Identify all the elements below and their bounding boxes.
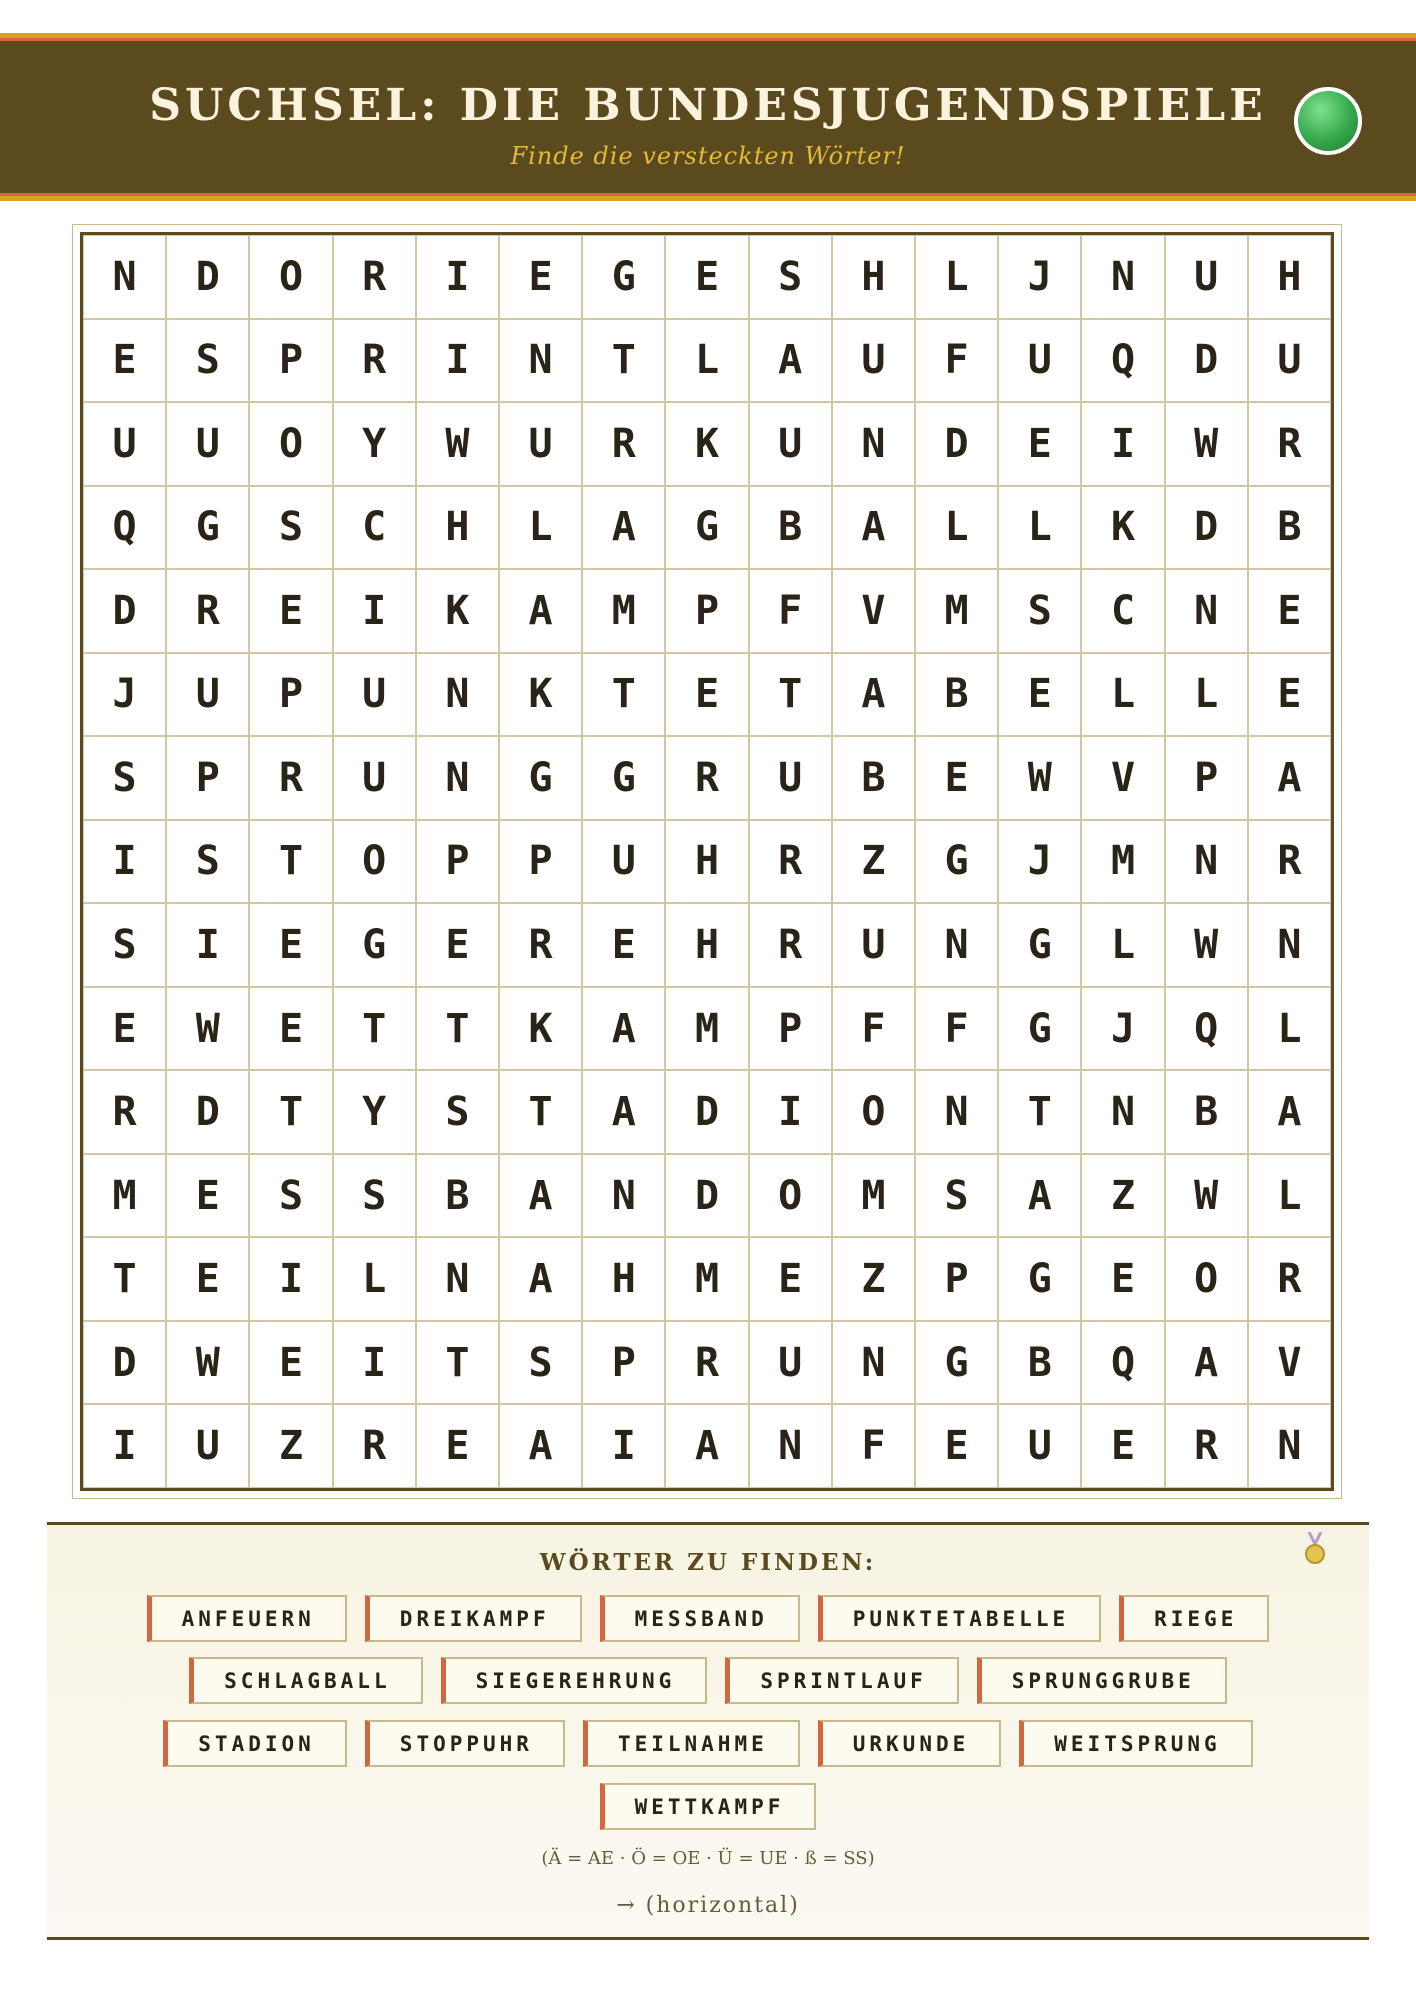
grid-cell[interactable]: O bbox=[832, 1070, 915, 1154]
grid-cell[interactable]: R bbox=[166, 569, 249, 653]
grid-cell[interactable]: U bbox=[166, 1404, 249, 1488]
grid-cell[interactable]: T bbox=[249, 1070, 332, 1154]
grid-cell[interactable]: F bbox=[749, 569, 832, 653]
grid-cell[interactable]: E bbox=[998, 653, 1081, 737]
grid-cell[interactable]: Z bbox=[249, 1404, 332, 1488]
grid-cell[interactable]: W bbox=[1165, 1154, 1248, 1238]
word-list-heading: WÖRTER ZU FINDEN: bbox=[539, 1549, 877, 1576]
grid-cell[interactable]: C bbox=[1081, 569, 1164, 653]
grid-cell[interactable]: N bbox=[416, 1237, 499, 1321]
grid-cell[interactable]: S bbox=[749, 235, 832, 319]
word-row bbox=[0, 1720, 1416, 1767]
grid-cell[interactable]: K bbox=[499, 987, 582, 1071]
grid-cell[interactable]: N bbox=[832, 1321, 915, 1405]
grid-cell[interactable]: H bbox=[665, 820, 748, 904]
grid-cell[interactable]: J bbox=[998, 820, 1081, 904]
letter-grid bbox=[80, 232, 1334, 1491]
grid-cell[interactable]: N bbox=[1248, 903, 1331, 987]
grid-cell[interactable]: T bbox=[83, 1237, 166, 1321]
grid-cell[interactable]: A bbox=[1165, 1321, 1248, 1405]
grid-cell[interactable]: M bbox=[1081, 820, 1164, 904]
grid-cell[interactable]: B bbox=[998, 1321, 1081, 1405]
grid-cell[interactable]: T bbox=[582, 653, 665, 737]
grid-cell[interactable]: T bbox=[249, 820, 332, 904]
grid-cell[interactable]: R bbox=[499, 903, 582, 987]
grid-cell[interactable]: O bbox=[249, 235, 332, 319]
grid-cell[interactable]: W bbox=[166, 1321, 249, 1405]
grid-cell[interactable]: A bbox=[749, 319, 832, 403]
word-chip-stadion[interactable]: STADION bbox=[163, 1720, 347, 1767]
grid-cell[interactable]: R bbox=[749, 820, 832, 904]
word-chip-anfeuern[interactable]: ANFEUERN bbox=[147, 1595, 347, 1642]
grid-cell[interactable]: N bbox=[582, 1154, 665, 1238]
grid-cell[interactable]: I bbox=[416, 235, 499, 319]
grid-cell[interactable]: L bbox=[499, 486, 582, 570]
grid-cell[interactable]: I bbox=[333, 569, 416, 653]
grid-cell[interactable]: A bbox=[1248, 1070, 1331, 1154]
grid-cell[interactable]: K bbox=[416, 569, 499, 653]
grid-cell[interactable]: R bbox=[83, 1070, 166, 1154]
grid-cell[interactable]: A bbox=[582, 987, 665, 1071]
grid-cell[interactable]: U bbox=[499, 402, 582, 486]
grid-cell[interactable]: A bbox=[998, 1154, 1081, 1238]
grid-cell[interactable]: F bbox=[915, 987, 998, 1071]
grid-cell[interactable]: E bbox=[665, 653, 748, 737]
grid-cell[interactable]: L bbox=[1165, 653, 1248, 737]
grid-cell[interactable]: A bbox=[582, 486, 665, 570]
grid-cell[interactable]: G bbox=[665, 486, 748, 570]
grid-cell[interactable]: E bbox=[1081, 1404, 1164, 1488]
grid-cell[interactable]: E bbox=[915, 1404, 998, 1488]
grid-cell[interactable]: T bbox=[749, 653, 832, 737]
word-chip-sprunggrube[interactable]: SPRUNGGRUBE bbox=[977, 1657, 1227, 1704]
grid-cell[interactable]: N bbox=[832, 402, 915, 486]
grid-cell[interactable]: N bbox=[499, 319, 582, 403]
grid-cell[interactable]: W bbox=[1165, 402, 1248, 486]
grid-cell[interactable]: W bbox=[166, 987, 249, 1071]
grid-cell[interactable]: B bbox=[915, 653, 998, 737]
grid-cell[interactable]: S bbox=[166, 820, 249, 904]
grid-cell[interactable]: R bbox=[249, 736, 332, 820]
grid-cell[interactable]: R bbox=[1248, 1237, 1331, 1321]
grid-cell[interactable]: P bbox=[1165, 736, 1248, 820]
grid-cell[interactable]: M bbox=[832, 1154, 915, 1238]
grid-cell[interactable]: E bbox=[166, 1154, 249, 1238]
grid-cell[interactable]: F bbox=[832, 987, 915, 1071]
grid-cell[interactable]: E bbox=[998, 402, 1081, 486]
grid-cell[interactable]: A bbox=[582, 1070, 665, 1154]
word-chip-messband[interactable]: MESSBAND bbox=[600, 1595, 800, 1642]
grid-cell[interactable]: K bbox=[499, 653, 582, 737]
grid-cell[interactable]: J bbox=[998, 235, 1081, 319]
grid-cell[interactable]: L bbox=[665, 319, 748, 403]
grid-cell[interactable]: O bbox=[333, 820, 416, 904]
grid-cell[interactable]: M bbox=[582, 569, 665, 653]
grid-cell[interactable]: J bbox=[83, 653, 166, 737]
word-row bbox=[0, 1595, 1416, 1642]
grid-cell[interactable]: I bbox=[83, 820, 166, 904]
grid-cell[interactable]: Y bbox=[333, 402, 416, 486]
grid-cell[interactable]: A bbox=[499, 1237, 582, 1321]
word-chip-siegerehrung[interactable]: SIEGEREHRUNG bbox=[441, 1657, 708, 1704]
grid-cell[interactable]: O bbox=[749, 1154, 832, 1238]
grid-cell[interactable]: T bbox=[416, 1321, 499, 1405]
grid-cell[interactable]: N bbox=[915, 903, 998, 987]
grid-cell[interactable]: S bbox=[998, 569, 1081, 653]
grid-cell[interactable]: Z bbox=[832, 820, 915, 904]
grid-cell[interactable]: P bbox=[416, 820, 499, 904]
grid-cell[interactable]: K bbox=[665, 402, 748, 486]
grid-cell[interactable]: I bbox=[166, 903, 249, 987]
grid-cell[interactable]: U bbox=[749, 1321, 832, 1405]
grid-cell[interactable]: N bbox=[749, 1404, 832, 1488]
grid-cell[interactable]: V bbox=[1081, 736, 1164, 820]
grid-cell[interactable]: M bbox=[665, 987, 748, 1071]
grid-cell[interactable]: L bbox=[915, 486, 998, 570]
grid-cell[interactable]: E bbox=[249, 903, 332, 987]
grid-cell[interactable]: H bbox=[665, 903, 748, 987]
grid-cell[interactable]: U bbox=[998, 1404, 1081, 1488]
grid-cell[interactable]: N bbox=[1081, 1070, 1164, 1154]
grid-cell[interactable]: L bbox=[1248, 1154, 1331, 1238]
grid-cell[interactable]: E bbox=[166, 1237, 249, 1321]
grid-cell[interactable]: J bbox=[1081, 987, 1164, 1071]
grid-cell[interactable]: H bbox=[416, 486, 499, 570]
grid-cell[interactable]: N bbox=[416, 736, 499, 820]
grid-cell[interactable]: N bbox=[1081, 235, 1164, 319]
grid-cell[interactable]: E bbox=[416, 1404, 499, 1488]
grid-cell[interactable]: M bbox=[665, 1237, 748, 1321]
grid-cell[interactable]: E bbox=[749, 1237, 832, 1321]
grid-cell[interactable]: P bbox=[915, 1237, 998, 1321]
word-chip-wettkampf[interactable]: WETTKAMPF bbox=[600, 1783, 817, 1830]
grid-cell[interactable]: B bbox=[832, 736, 915, 820]
grid-cell[interactable]: R bbox=[665, 1321, 748, 1405]
grid-cell[interactable]: B bbox=[1165, 1070, 1248, 1154]
grid-cell[interactable]: T bbox=[998, 1070, 1081, 1154]
grid-cell[interactable]: S bbox=[249, 486, 332, 570]
grid-cell[interactable]: T bbox=[333, 987, 416, 1071]
grid-cell[interactable]: R bbox=[333, 235, 416, 319]
grid-cell[interactable]: G bbox=[166, 486, 249, 570]
grid-cell[interactable]: C bbox=[333, 486, 416, 570]
grid-cell[interactable]: A bbox=[832, 486, 915, 570]
grid-cell[interactable]: R bbox=[582, 402, 665, 486]
word-chip-stoppuhr[interactable]: STOPPUHR bbox=[365, 1720, 565, 1767]
grid-cell[interactable]: H bbox=[1248, 235, 1331, 319]
grid-cell[interactable]: P bbox=[582, 1321, 665, 1405]
grid-cell[interactable]: P bbox=[749, 987, 832, 1071]
grid-cell[interactable]: U bbox=[832, 903, 915, 987]
word-row bbox=[0, 1783, 1416, 1830]
word-chip-schlagball[interactable]: SCHLAGBALL bbox=[189, 1657, 422, 1704]
grid-cell[interactable]: G bbox=[582, 235, 665, 319]
grid-cell[interactable]: T bbox=[499, 1070, 582, 1154]
grid-cell[interactable]: D bbox=[665, 1070, 748, 1154]
grid-cell[interactable]: Z bbox=[832, 1237, 915, 1321]
grid-cell[interactable]: U bbox=[998, 319, 1081, 403]
word-chip-dreikampf[interactable]: DREIKAMPF bbox=[365, 1595, 582, 1642]
grid-cell[interactable]: E bbox=[665, 235, 748, 319]
grid-cell[interactable]: V bbox=[1248, 1321, 1331, 1405]
grid-cell[interactable]: U bbox=[166, 653, 249, 737]
grid-cell[interactable]: I bbox=[249, 1237, 332, 1321]
grid-cell[interactable]: R bbox=[333, 319, 416, 403]
grid-cell[interactable]: M bbox=[83, 1154, 166, 1238]
grid-cell[interactable]: G bbox=[998, 1237, 1081, 1321]
grid-cell[interactable]: U bbox=[333, 736, 416, 820]
grid-cell[interactable]: G bbox=[499, 736, 582, 820]
page-title: SUCHSEL: DIE BUNDESJUGENDSPIELE bbox=[149, 80, 1267, 131]
grid-cell[interactable]: A bbox=[665, 1404, 748, 1488]
grid-cell[interactable]: U bbox=[832, 319, 915, 403]
grid-cell[interactable]: P bbox=[665, 569, 748, 653]
grid-cell[interactable]: I bbox=[582, 1404, 665, 1488]
grid-cell[interactable]: W bbox=[416, 402, 499, 486]
grid-cell[interactable]: G bbox=[582, 736, 665, 820]
grid-cell[interactable]: S bbox=[499, 1321, 582, 1405]
grid-cell[interactable]: U bbox=[83, 402, 166, 486]
grid-cell[interactable]: R bbox=[665, 736, 748, 820]
grid-cell[interactable]: D bbox=[83, 1321, 166, 1405]
grid-cell[interactable]: D bbox=[1165, 319, 1248, 403]
grid-cell[interactable]: W bbox=[998, 736, 1081, 820]
grid-cell[interactable]: B bbox=[1248, 486, 1331, 570]
grid-cell[interactable]: E bbox=[249, 987, 332, 1071]
grid-cell[interactable]: L bbox=[1081, 653, 1164, 737]
grid-cell[interactable]: N bbox=[416, 653, 499, 737]
grid-cell[interactable]: G bbox=[998, 903, 1081, 987]
grid-cell[interactable]: R bbox=[1248, 820, 1331, 904]
grid-cell[interactable]: O bbox=[249, 402, 332, 486]
grid-cell[interactable]: Q bbox=[1081, 319, 1164, 403]
grid-cell[interactable]: S bbox=[83, 903, 166, 987]
grid-cell[interactable]: S bbox=[333, 1154, 416, 1238]
grid-cell[interactable]: I bbox=[1081, 402, 1164, 486]
grid-cell[interactable]: E bbox=[582, 903, 665, 987]
umlaut-note: (Ä = AE · Ö = OE · Ü = UE · ß = SS) bbox=[541, 1848, 875, 1869]
grid-cell[interactable]: L bbox=[915, 235, 998, 319]
grid-cell[interactable]: V bbox=[832, 569, 915, 653]
grid-cell[interactable]: I bbox=[416, 319, 499, 403]
grid-cell[interactable]: I bbox=[83, 1404, 166, 1488]
grid-cell[interactable]: A bbox=[499, 1404, 582, 1488]
grid-cell[interactable]: E bbox=[416, 903, 499, 987]
word-chip-weitsprung[interactable]: WEITSPRUNG bbox=[1019, 1720, 1252, 1767]
grid-cell[interactable]: D bbox=[915, 402, 998, 486]
grid-cell[interactable]: F bbox=[915, 319, 998, 403]
grid-cell[interactable]: I bbox=[749, 1070, 832, 1154]
grid-cell[interactable]: Y bbox=[333, 1070, 416, 1154]
grid-cell[interactable]: U bbox=[1165, 235, 1248, 319]
grid-cell[interactable]: N bbox=[1165, 820, 1248, 904]
grid-cell[interactable]: Q bbox=[83, 486, 166, 570]
grid-cell[interactable]: E bbox=[1248, 569, 1331, 653]
grid-cell[interactable]: G bbox=[998, 987, 1081, 1071]
grid-cell[interactable]: E bbox=[1081, 1237, 1164, 1321]
grid-cell[interactable]: P bbox=[249, 653, 332, 737]
grid-cell[interactable]: O bbox=[1165, 1237, 1248, 1321]
grid-cell[interactable]: A bbox=[499, 569, 582, 653]
grid-cell[interactable]: W bbox=[1165, 903, 1248, 987]
grid-cell[interactable]: G bbox=[333, 903, 416, 987]
grid-cell[interactable]: N bbox=[1165, 569, 1248, 653]
grid-cell[interactable]: E bbox=[83, 319, 166, 403]
grid-cell[interactable]: E bbox=[499, 235, 582, 319]
grid-cell[interactable]: N bbox=[83, 235, 166, 319]
grid-cell[interactable]: E bbox=[83, 987, 166, 1071]
grid-cell[interactable]: D bbox=[83, 569, 166, 653]
grid-cell[interactable]: L bbox=[333, 1237, 416, 1321]
grid-cell[interactable]: T bbox=[582, 319, 665, 403]
grid-cell[interactable]: Z bbox=[1081, 1154, 1164, 1238]
grid-cell[interactable]: E bbox=[249, 569, 332, 653]
word-chip-teilnahme[interactable]: TEILNAHME bbox=[583, 1720, 800, 1767]
grid-cell[interactable]: S bbox=[166, 319, 249, 403]
grid-cell[interactable]: S bbox=[915, 1154, 998, 1238]
grid-cell[interactable]: G bbox=[915, 820, 998, 904]
grid-cell[interactable]: D bbox=[1165, 486, 1248, 570]
grid-cell[interactable]: N bbox=[915, 1070, 998, 1154]
grid-cell[interactable]: U bbox=[749, 736, 832, 820]
grid-cell[interactable]: H bbox=[582, 1237, 665, 1321]
grid-cell[interactable]: D bbox=[665, 1154, 748, 1238]
grid-cell[interactable]: E bbox=[1248, 653, 1331, 737]
grid-cell[interactable]: T bbox=[416, 987, 499, 1071]
grid-cell[interactable]: Q bbox=[1165, 987, 1248, 1071]
green-circle-icon bbox=[1291, 84, 1365, 158]
grid-cell[interactable]: U bbox=[333, 653, 416, 737]
grid-cell[interactable]: N bbox=[1248, 1404, 1331, 1488]
header-banner bbox=[0, 33, 1416, 201]
grid-cell[interactable]: R bbox=[1165, 1404, 1248, 1488]
grid-cell[interactable]: D bbox=[166, 235, 249, 319]
grid-cell[interactable]: L bbox=[998, 486, 1081, 570]
grid-cell[interactable]: S bbox=[83, 736, 166, 820]
grid-cell[interactable]: R bbox=[749, 903, 832, 987]
grid-cell[interactable]: U bbox=[166, 402, 249, 486]
grid-cell[interactable]: B bbox=[416, 1154, 499, 1238]
grid-cell[interactable]: P bbox=[166, 736, 249, 820]
word-chip-sprintlauf[interactable]: SPRINTLAUF bbox=[725, 1657, 958, 1704]
grid-cell[interactable]: S bbox=[249, 1154, 332, 1238]
word-chip-punktetabelle[interactable]: PUNKTETABELLE bbox=[818, 1595, 1101, 1642]
grid-cell[interactable]: H bbox=[832, 235, 915, 319]
grid-cell[interactable]: P bbox=[249, 319, 332, 403]
grid-cell[interactable]: U bbox=[582, 820, 665, 904]
grid-cell[interactable]: U bbox=[1248, 319, 1331, 403]
grid-cell[interactable]: A bbox=[832, 653, 915, 737]
grid-cell[interactable]: K bbox=[1081, 486, 1164, 570]
grid-cell[interactable]: R bbox=[1248, 402, 1331, 486]
grid-cell[interactable]: R bbox=[333, 1404, 416, 1488]
word-chip-riege[interactable]: RIEGE bbox=[1119, 1595, 1269, 1642]
grid-cell[interactable]: E bbox=[249, 1321, 332, 1405]
grid-cell[interactable]: A bbox=[499, 1154, 582, 1238]
word-chip-urkunde[interactable]: URKUNDE bbox=[818, 1720, 1002, 1767]
grid-cell[interactable]: P bbox=[499, 820, 582, 904]
grid-cell[interactable]: D bbox=[166, 1070, 249, 1154]
grid-cell[interactable]: B bbox=[749, 486, 832, 570]
grid-cell[interactable]: L bbox=[1248, 987, 1331, 1071]
grid-cell[interactable]: E bbox=[915, 736, 998, 820]
grid-cell[interactable]: I bbox=[333, 1321, 416, 1405]
grid-cell[interactable]: U bbox=[749, 402, 832, 486]
page-subtitle: Finde die versteckten Wörter! bbox=[510, 142, 906, 170]
grid-cell[interactable]: L bbox=[1081, 903, 1164, 987]
direction-note: → (horizontal) bbox=[616, 1893, 800, 1918]
grid-cell[interactable]: F bbox=[832, 1404, 915, 1488]
grid-cell[interactable]: Q bbox=[1081, 1321, 1164, 1405]
grid-cell[interactable]: S bbox=[416, 1070, 499, 1154]
grid-cell[interactable]: M bbox=[915, 569, 998, 653]
grid-cell[interactable]: G bbox=[915, 1321, 998, 1405]
grid-cell[interactable]: A bbox=[1248, 736, 1331, 820]
word-row bbox=[0, 1657, 1416, 1704]
